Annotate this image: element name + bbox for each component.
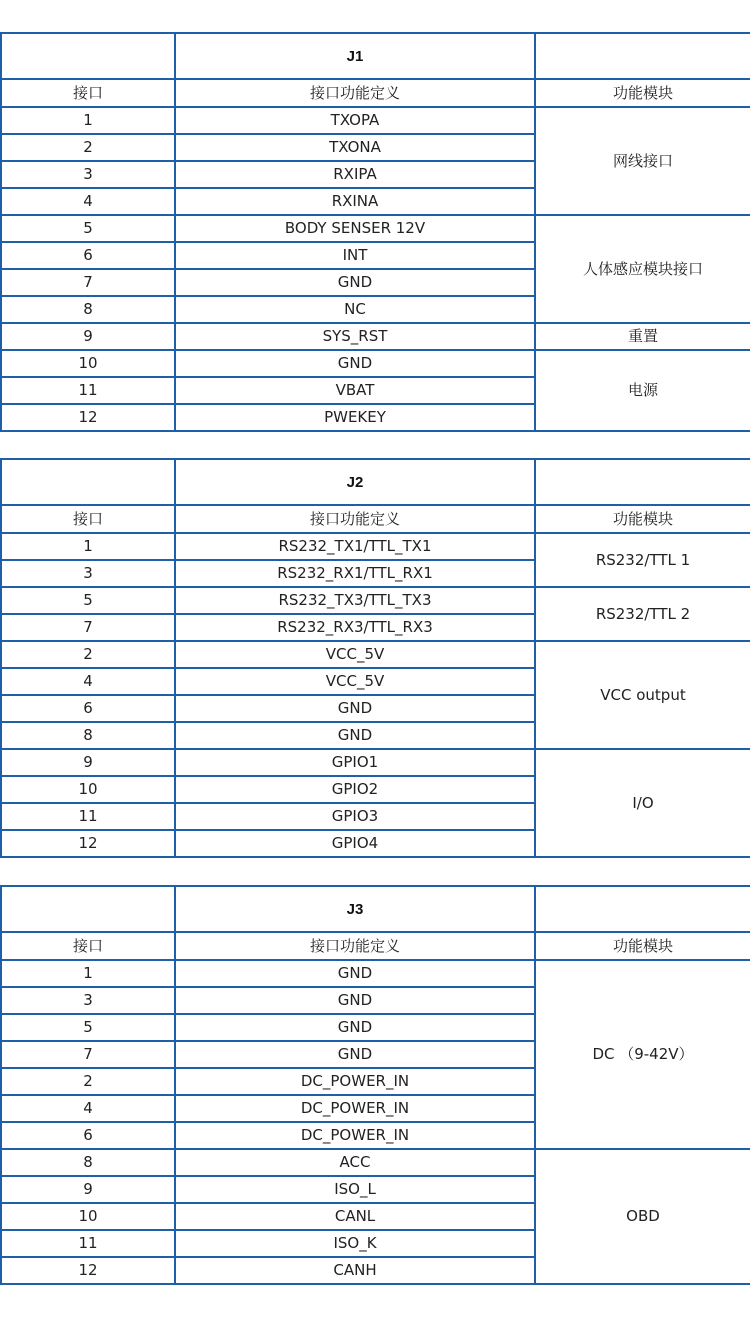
header-module: 功能模块 <box>535 932 750 960</box>
function-module: RS232/TTL 1 <box>535 533 750 587</box>
function-module: 网线接口 <box>535 107 750 215</box>
pin-definition: PWEKEY <box>175 404 535 431</box>
pin-definition: ACC <box>175 1149 535 1176</box>
pin-definition: RXINA <box>175 188 535 215</box>
pin-table-j3 <box>0 885 750 1285</box>
pin-definition: RXIPA <box>175 161 535 188</box>
pin-number: 3 <box>1 161 175 188</box>
table-row <box>1 749 750 776</box>
pin-number: 4 <box>1 1095 175 1122</box>
pin-definition: GND <box>175 1041 535 1068</box>
function-module: VCC output <box>535 641 750 749</box>
table-title-row <box>1 33 750 79</box>
pin-number: 4 <box>1 188 175 215</box>
table-header-row <box>1 505 750 533</box>
function-module: OBD <box>535 1149 750 1284</box>
function-module: 电源 <box>535 350 750 431</box>
title-blank-cell <box>535 459 750 505</box>
pin-definition: CANH <box>175 1257 535 1284</box>
table-row <box>1 323 750 350</box>
pin-definition: CANL <box>175 1203 535 1230</box>
pin-number: 4 <box>1 668 175 695</box>
function-module: RS232/TTL 2 <box>535 587 750 641</box>
pin-number: 3 <box>1 987 175 1014</box>
pin-number: 7 <box>1 614 175 641</box>
pin-definition: RS232_RX1/TTL_RX1 <box>175 560 535 587</box>
header-pin: 接口 <box>1 932 175 960</box>
function-module: 重置 <box>535 323 750 350</box>
pin-number: 5 <box>1 587 175 614</box>
pin-number: 1 <box>1 960 175 987</box>
pin-definition: VCC_5V <box>175 668 535 695</box>
pin-definition: ISO_K <box>175 1230 535 1257</box>
pin-number: 3 <box>1 560 175 587</box>
pin-number: 8 <box>1 722 175 749</box>
pin-definition: RS232_RX3/TTL_RX3 <box>175 614 535 641</box>
header-module: 功能模块 <box>535 505 750 533</box>
pin-definition: NC <box>175 296 535 323</box>
pin-definition: DC_POWER_IN <box>175 1122 535 1149</box>
pin-number: 10 <box>1 350 175 377</box>
pin-definition: RS232_TX3/TTL_TX3 <box>175 587 535 614</box>
pin-definition: TXOPA <box>175 107 535 134</box>
table-row <box>1 587 750 614</box>
pin-definition: GND <box>175 695 535 722</box>
table-header-row <box>1 79 750 107</box>
title-blank-cell <box>1 886 175 932</box>
pin-number: 6 <box>1 695 175 722</box>
pin-table <box>0 32 750 432</box>
pin-number: 10 <box>1 1203 175 1230</box>
table-row <box>1 960 750 987</box>
connector-title: J2 <box>175 459 535 505</box>
pin-number: 12 <box>1 404 175 431</box>
pin-number: 1 <box>1 533 175 560</box>
pin-definition: GND <box>175 722 535 749</box>
pin-number: 2 <box>1 641 175 668</box>
header-definition: 接口功能定义 <box>175 505 535 533</box>
pin-definition: INT <box>175 242 535 269</box>
pin-definition: GPIO2 <box>175 776 535 803</box>
pin-number: 2 <box>1 1068 175 1095</box>
title-blank-cell <box>535 886 750 932</box>
pin-number: 9 <box>1 1176 175 1203</box>
table-title-row <box>1 459 750 505</box>
pin-definition: BODY SENSER 12V <box>175 215 535 242</box>
function-module: 人体感应模块接口 <box>535 215 750 323</box>
pin-number: 10 <box>1 776 175 803</box>
pin-definition: GND <box>175 269 535 296</box>
pin-number: 12 <box>1 830 175 857</box>
pin-number: 8 <box>1 1149 175 1176</box>
function-module: DC （9-42V） <box>535 960 750 1149</box>
pin-number: 9 <box>1 749 175 776</box>
table-row <box>1 215 750 242</box>
pin-definition: GND <box>175 960 535 987</box>
pin-definition: GPIO1 <box>175 749 535 776</box>
pin-table-j2 <box>0 458 750 858</box>
pin-definition: VBAT <box>175 377 535 404</box>
pin-number: 7 <box>1 1041 175 1068</box>
connector-title: J1 <box>175 33 535 79</box>
pin-definition: GPIO4 <box>175 830 535 857</box>
header-pin: 接口 <box>1 79 175 107</box>
pin-definition: DC_POWER_IN <box>175 1095 535 1122</box>
table-row <box>1 350 750 377</box>
pin-definition: SYS_RST <box>175 323 535 350</box>
pin-table <box>0 885 750 1285</box>
pin-table-j1 <box>0 32 750 432</box>
pin-number: 8 <box>1 296 175 323</box>
function-module: I/O <box>535 749 750 857</box>
title-blank-cell <box>535 33 750 79</box>
pin-definition: RS232_TX1/TTL_TX1 <box>175 533 535 560</box>
table-header-row <box>1 932 750 960</box>
pin-definition: VCC_5V <box>175 641 535 668</box>
pin-number: 6 <box>1 1122 175 1149</box>
pin-definition: GND <box>175 987 535 1014</box>
pin-number: 11 <box>1 377 175 404</box>
pin-number: 11 <box>1 1230 175 1257</box>
pin-definition: ISO_L <box>175 1176 535 1203</box>
header-definition: 接口功能定义 <box>175 932 535 960</box>
pin-number: 7 <box>1 269 175 296</box>
pin-number: 5 <box>1 1014 175 1041</box>
pin-number: 5 <box>1 215 175 242</box>
title-blank-cell <box>1 33 175 79</box>
pin-number: 9 <box>1 323 175 350</box>
pin-number: 12 <box>1 1257 175 1284</box>
pin-table <box>0 458 750 858</box>
pin-definition: DC_POWER_IN <box>175 1068 535 1095</box>
pin-number: 11 <box>1 803 175 830</box>
pin-number: 1 <box>1 107 175 134</box>
table-row <box>1 533 750 560</box>
header-definition: 接口功能定义 <box>175 79 535 107</box>
pin-number: 6 <box>1 242 175 269</box>
pin-number: 2 <box>1 134 175 161</box>
table-row <box>1 107 750 134</box>
pin-definition: GND <box>175 350 535 377</box>
header-module: 功能模块 <box>535 79 750 107</box>
table-title-row <box>1 886 750 932</box>
title-blank-cell <box>1 459 175 505</box>
table-row <box>1 641 750 668</box>
pin-definition: GND <box>175 1014 535 1041</box>
pin-definition: GPIO3 <box>175 803 535 830</box>
table-row <box>1 1149 750 1176</box>
pin-definition: TXONA <box>175 134 535 161</box>
header-pin: 接口 <box>1 505 175 533</box>
connector-title: J3 <box>175 886 535 932</box>
